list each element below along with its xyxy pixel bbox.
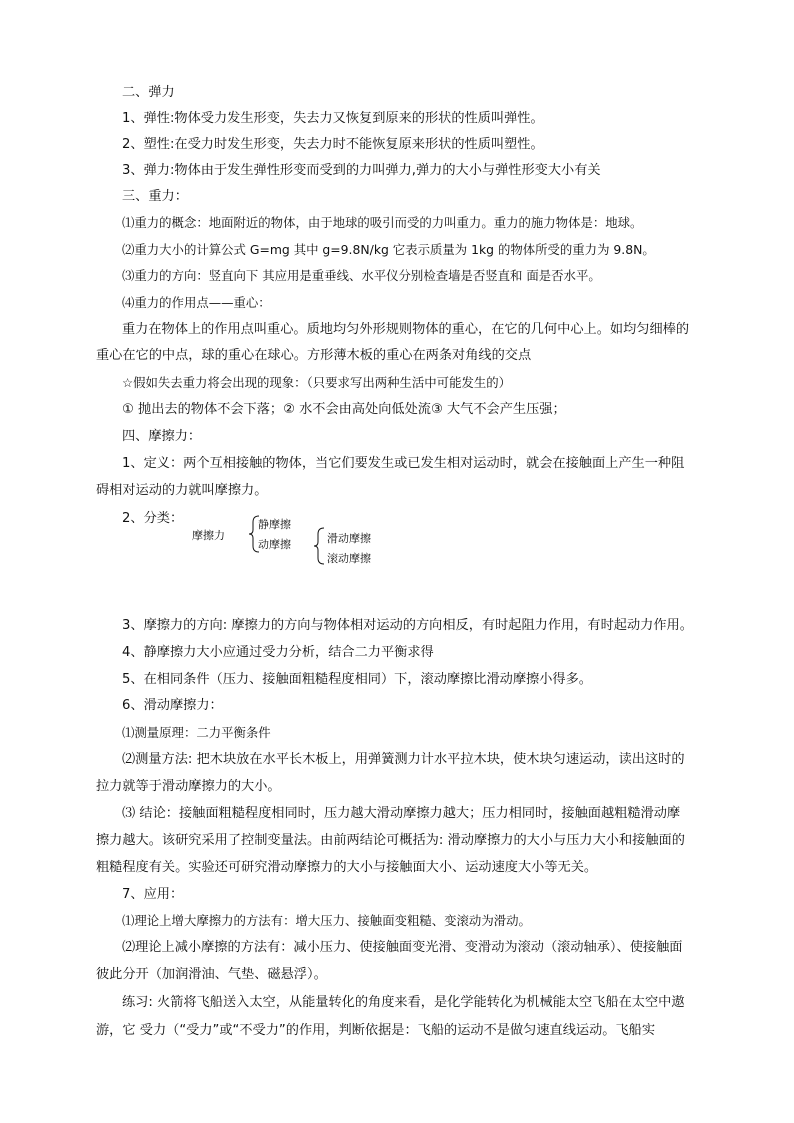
paragraph: 重心在它的中点，球的重心在球心。方形薄木板的重心在两条对角线的交点: [96, 348, 532, 363]
paragraph: ☆假如失去重力将会出现的现象：（只要求写出两种生活中可能发生的）: [122, 375, 512, 390]
paragraph: ① 抛出去的物体不会下落；② 水不会由高处向低处流③ 大气不会产生压强；: [122, 402, 566, 417]
section-heading-elasticity: 二、弹力: [122, 85, 175, 100]
paragraph: 2、塑性:在受力时发生形变，失去力时不能恢复原来形状的性质叫塑性。: [122, 137, 544, 152]
paragraph: 练习: 火箭将飞船送入太空，从能量转化的角度来看，是化学能转化为机械能太空飞船在太空中遨: [122, 995, 685, 1010]
paragraph: 1、弹性:物体受力发生形变，失去力又恢复到原来的形状的性质叫弹性。: [122, 111, 544, 126]
paragraph: 游，它 受力（“受力”或“不受力”的作用，判断依据是：飞船的运动不是做匀速直线运动。飞船实: [96, 1023, 656, 1038]
paragraph: ⑵重力大小的计算公式 G=mg 其中 g=9.8N/kg 它表示质量为 1kg 的物体所受的重力为 9.8N。: [122, 242, 655, 257]
paragraph: 3、摩擦力的方向: 摩擦力的方向与物体相对运动的方向相反，有时起阻力作用，有时起动力作用。: [122, 618, 693, 633]
paragraph: 4、静摩擦力大小应通过受力分析，结合二力平衡求得: [122, 645, 434, 660]
paragraph: 彼此分开（加润滑油、气垫、磁悬浮）。: [96, 967, 327, 982]
paragraph: 3、弹力:物体由于发生弹性形变而受到的力叫弹力,弹力的大小与弹性形变大小有关: [122, 163, 601, 178]
paragraph: 5、在相同条件（压力、接触面粗糙程度相同）下，滚动摩擦比滑动摩擦小得多。: [122, 672, 592, 687]
diagram-static-label: 静摩擦: [258, 518, 291, 531]
paragraph: 1、定义：两个互相接触的物体，当它们要发生或已发生相对运动时，就会在接触面上产生一种阻: [122, 456, 685, 471]
diagram-sliding-label: 滑动摩擦: [327, 532, 371, 545]
paragraph: 擦力越大。该研究采用了控制变量法。由前两结论可概括为: 滑动摩擦力的大小与压力大小和接触面的: [96, 833, 685, 848]
section-heading-friction: 四、摩擦力：: [122, 429, 202, 444]
paragraph: ⑶ 结论：接触面粗糙程度相同时，压力越大滑动摩擦力越大；压力相同时，接触面越粗糙滑动摩: [122, 806, 681, 821]
paragraph: ⑷重力的作用点——重心：: [122, 295, 271, 310]
paragraph: ⑴理论上增大摩擦力的方法有：增大压力、接触面变粗糙、变滚动为滑动。: [122, 913, 531, 928]
paragraph: ⑶重力的方向：竖直向下 其应用是重垂线、水平仪分别检查墙是否竖直和 面是否水平。: [122, 268, 601, 283]
paragraph: 2、分类：: [122, 511, 184, 526]
diagram-root-label: 摩擦力: [192, 529, 225, 542]
paragraph: 6、滑动摩擦力：: [122, 698, 223, 713]
paragraph: ⑵理论上减小摩擦的方法有：减小压力、使接触面变光滑、变滑动为滚动（滚动轴承）、使接触面: [122, 940, 683, 955]
paragraph: ⑴测量原理：二力平衡条件: [122, 725, 271, 740]
left-brace-icon: [313, 527, 325, 565]
paragraph: 粗糙程度有关。实验还可研究滑动摩擦力的大小与接触面大小、运动速度大小等无关。: [96, 860, 598, 875]
paragraph: 拉力就等于滑动摩擦力的大小。: [96, 779, 281, 794]
paragraph: ⑵测量方法: 把木块放在水平长木板上，用弹簧测力计水平拉木块，使木块匀速运动，读出这时的: [122, 752, 685, 767]
paragraph: 重力在物体上的作用点叫重心。质地均匀外形规则物体的重心，在它的几何中心上。如均匀细棒的: [122, 322, 690, 337]
paragraph: 7、应用：: [122, 887, 184, 902]
diagram-dynamic-label: 动摩擦: [258, 538, 291, 551]
paragraph: ⑴重力的概念：地面附近的物体，由于地球的吸引而受的力叫重力。重力的施力物体是：地球。: [122, 215, 643, 230]
paragraph: 碍相对运动的力就叫摩擦力。: [96, 483, 268, 498]
diagram-rolling-label: 滚动摩擦: [327, 552, 371, 565]
section-heading-gravity: 三、重力：: [122, 189, 188, 204]
